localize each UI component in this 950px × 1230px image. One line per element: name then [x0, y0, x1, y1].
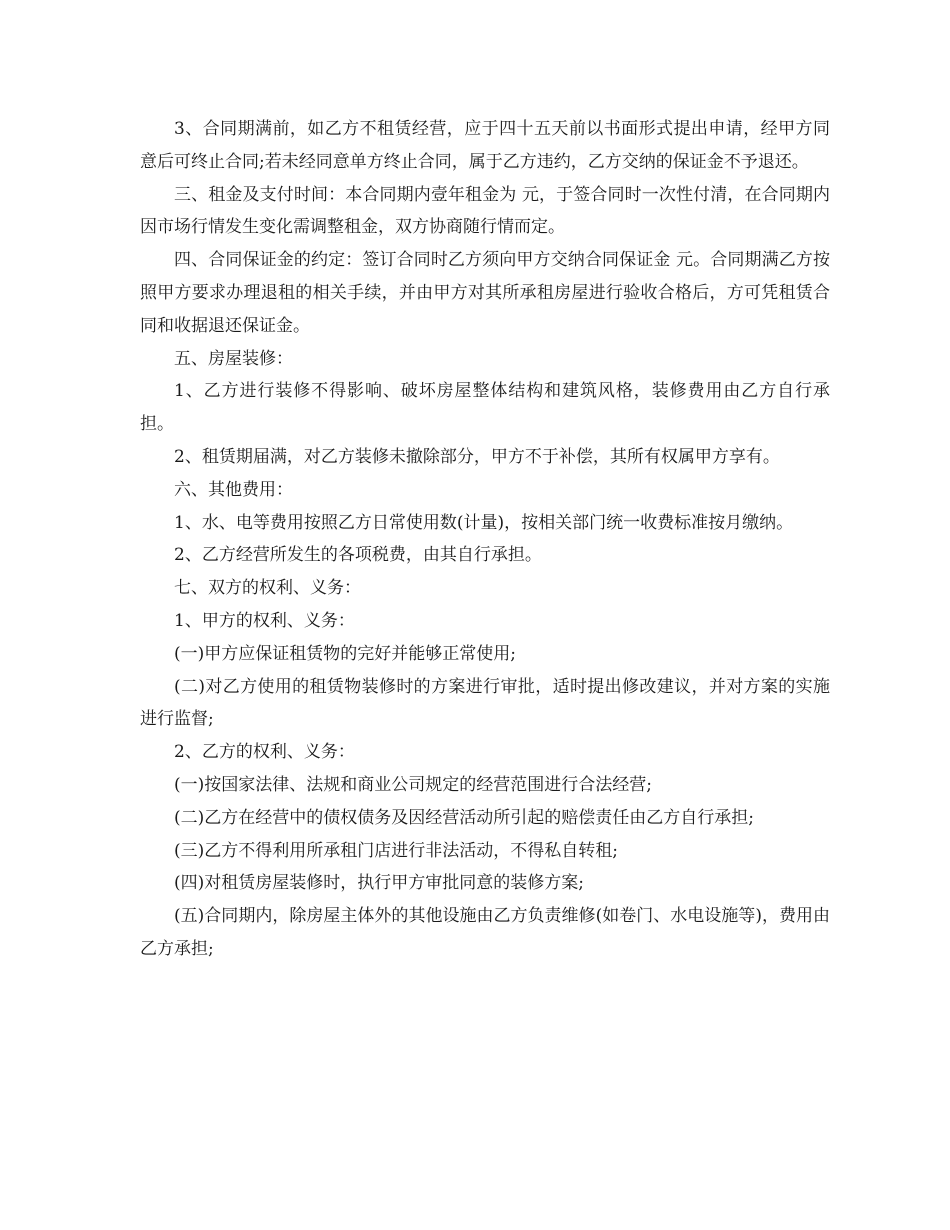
party-a-item-2: (二)对乙方使用的租赁物装修时的方案进行审批，适时提出修改建议，并对方案的实施进行监督; — [140, 676, 830, 730]
party-a-item-1: (一)甲方应保证租赁物的完好并能够正常使用; — [174, 643, 516, 664]
section-other-fees-heading: 六、其他费用： — [174, 479, 293, 500]
section-deposit: 四、合同保证金的约定：签订合同时乙方须向甲方交纳合同保证金 元。合同期满乙方按照甲方要求办理退租的相关手续，并由甲方对其所承租房屋进行验收合格后，方可凭租赁合同和收据退还保证金。 — [140, 250, 830, 336]
fees-item-1: 1、水、电等费用按照乙方日常使用数(计量)，按相关部门统一收费标准按月缴纳。 — [174, 512, 794, 533]
party-a-rights-heading: 1、甲方的权利、义务： — [174, 610, 355, 631]
section-rent-payment: 三、租金及支付时间：本合同期内壹年租金为 元，于签合同时一次性付清，在合同期内因市场行情发生变化需调整租金，双方协商随行情而定。 — [140, 184, 830, 238]
party-b-rights-heading: 2、乙方的权利、义务： — [174, 742, 355, 763]
fees-item-2: 2、乙方经营所发生的各项税费，由其自行承担。 — [174, 545, 542, 566]
party-b-item-3: (三)乙方不得利用所承租门店进行非法活动，不得私自转租; — [174, 840, 618, 861]
party-b-item-2: (二)乙方在经营中的债权债务及因经营活动所引起的赔偿责任由乙方自行承担; — [174, 807, 754, 828]
renovation-item-1: 1、乙方进行装修不得影响、破坏房屋整体结构和建筑风格，装修费用由乙方自行承担。 — [140, 381, 830, 435]
party-b-item-1: (一)按国家法律、法规和商业公司规定的经营范围进行合法经营; — [174, 774, 652, 795]
section-rights-heading: 七、双方的权利、义务： — [174, 578, 361, 599]
clause-3-termination: 3、合同期满前，如乙方不租赁经营，应于四十五天前以书面形式提出申请，经甲方同意后可终止合同;若未经同意单方终止合同，属于乙方违约，乙方交纳的保证金不予退还。 — [140, 119, 830, 172]
party-b-item-4: (四)对租赁房屋装修时，执行甲方审批同意的装修方案; — [174, 873, 584, 894]
renovation-item-2: 2、租赁期届满，对乙方装修未撤除部分，甲方不于补偿，其所有权属甲方享有。 — [174, 446, 780, 467]
document-page — [140, 113, 830, 966]
party-b-item-5: (五)合同期内，除房屋主体外的其他设施由乙方负责维修(如卷门、水电设施等)，费用由乙方承担; — [140, 906, 830, 959]
section-renovation-heading: 五、房屋装修： — [174, 348, 293, 369]
